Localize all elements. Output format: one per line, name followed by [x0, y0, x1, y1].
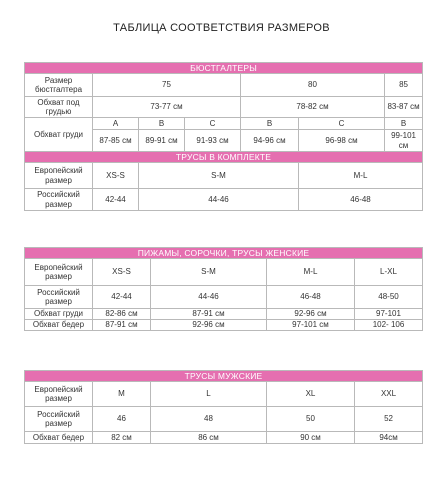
cell: 87-85 см [93, 130, 139, 152]
cell: S-M [151, 259, 267, 286]
cell: 89-91 см [139, 130, 185, 152]
cell: 78-82 см [241, 97, 385, 118]
cell: 82 см [93, 432, 151, 444]
mens-size-table [24, 370, 423, 444]
cup-letter: C [185, 118, 241, 130]
cell: 96-98 см [299, 130, 385, 152]
cell: XL [267, 382, 355, 407]
cell: M [93, 382, 151, 407]
cell: 90 см [267, 432, 355, 444]
cell: XS-S [93, 259, 151, 286]
cell: 48-50 [355, 286, 423, 309]
cell: 82-86 см [93, 309, 151, 320]
bra-size-table [24, 62, 423, 211]
cup-letter: A [93, 118, 139, 130]
row-label: Российский размер [25, 407, 93, 432]
cell: 48 [151, 407, 267, 432]
cell: XS-S [93, 163, 139, 189]
cell: 97-101 [355, 309, 423, 320]
cell: 75 [93, 74, 241, 97]
cell: 46-48 [299, 189, 423, 211]
cell: 87-91 см [93, 320, 151, 331]
cell: 44-46 [151, 286, 267, 309]
cup-letter: B [139, 118, 185, 130]
cup-letter: C [299, 118, 385, 130]
cell: 44-46 [139, 189, 299, 211]
page-title: ТАБЛИЦА СООТВЕТСТВИЯ РАЗМЕРОВ [113, 22, 330, 34]
cell: S-M [139, 163, 299, 189]
womens-section-header: ПИЖАМЫ, СОРОЧКИ, ТРУСЫ ЖЕНСКИЕ [25, 248, 423, 259]
cell: 92-96 см [267, 309, 355, 320]
cell: 97-101 см [267, 320, 355, 331]
cell: 83-87 см [385, 97, 423, 118]
row-label: Российский размер [25, 189, 93, 211]
row-label: Российский размер [25, 286, 93, 309]
bras-section-header: БЮСТГАЛТЕРЫ [25, 63, 423, 74]
mens-section-header: ТРУСЫ МУЖСКИЕ [25, 371, 423, 382]
cell: M-L [299, 163, 423, 189]
cell: L [151, 382, 267, 407]
cup-letter: B [385, 118, 423, 130]
row-label: Обхват груди [25, 309, 93, 320]
row-label: Европейский размер [25, 382, 93, 407]
cell: L-XL [355, 259, 423, 286]
cell: 91-93 см [185, 130, 241, 152]
row-label: Обхват бедер [25, 320, 93, 331]
cell: 99-101 см [385, 130, 423, 152]
cell: 46 [93, 407, 151, 432]
cell: XXL [355, 382, 423, 407]
cell: 52 [355, 407, 423, 432]
cup-letter: B [241, 118, 299, 130]
cell: 86 см [151, 432, 267, 444]
cell: 102- 106 [355, 320, 423, 331]
row-label: Обхват под грудью [25, 97, 93, 118]
cell: 42-44 [93, 286, 151, 309]
row-label: Обхват груди [25, 118, 93, 152]
cell: 50 [267, 407, 355, 432]
row-label: Обхват бедер [25, 432, 93, 444]
cell: 87-91 см [151, 309, 267, 320]
panties-set-section-header: ТРУСЫ В КОМПЛЕКТЕ [25, 152, 423, 163]
cell: 42-44 [93, 189, 139, 211]
cell: 85 [385, 74, 423, 97]
row-label: Европейский размер [25, 259, 93, 286]
cell: 73-77 см [93, 97, 241, 118]
row-label: Европейский размер [25, 163, 93, 189]
row-label: Размер бюстгалтера [25, 74, 93, 97]
cell: 46-48 [267, 286, 355, 309]
cell: 80 [241, 74, 385, 97]
cell: 94-96 см [241, 130, 299, 152]
cell: 92-96 см [151, 320, 267, 331]
cell: 94см [355, 432, 423, 444]
womens-size-table [24, 247, 423, 331]
cell: M-L [267, 259, 355, 286]
